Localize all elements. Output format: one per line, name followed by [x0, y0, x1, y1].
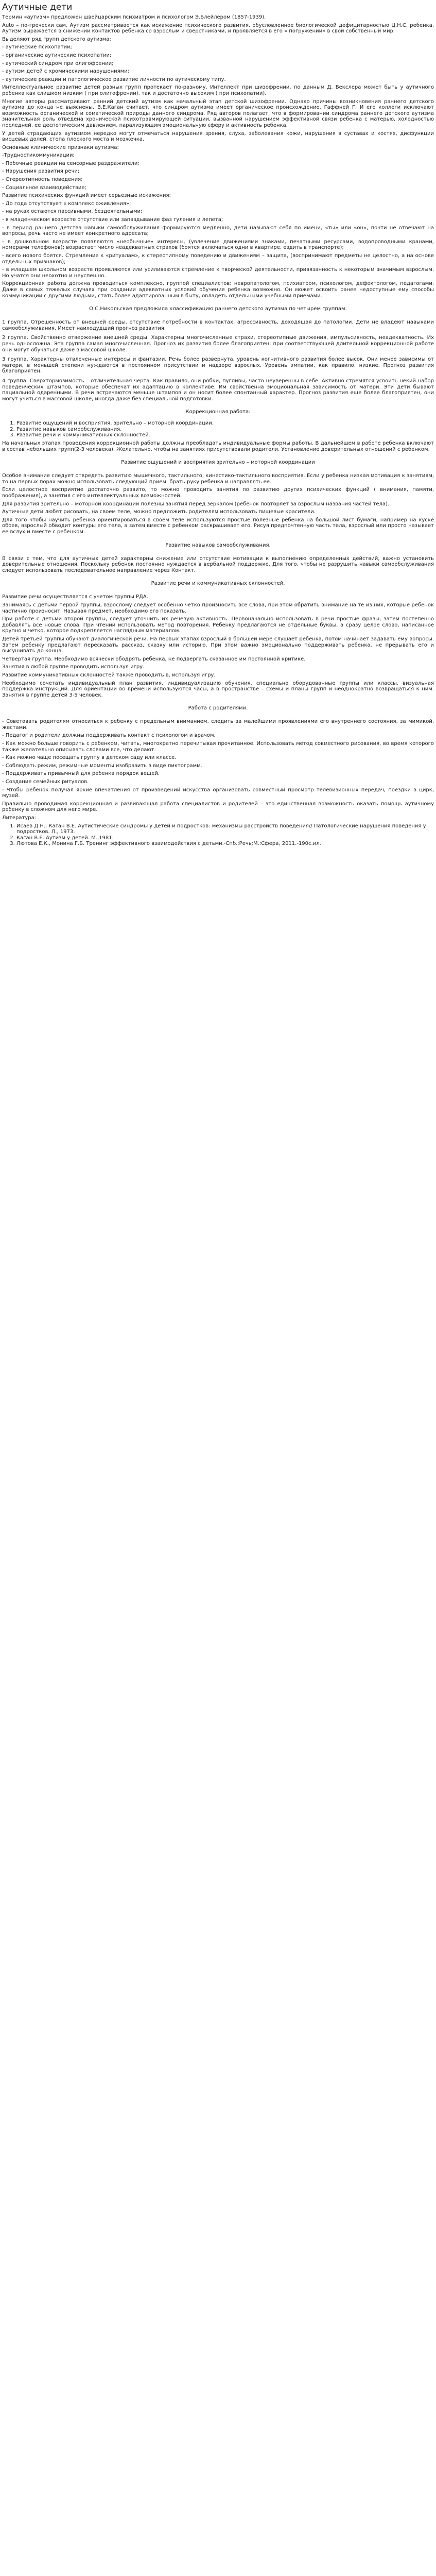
sign-item: -Трудностикоммуникации; [2, 152, 75, 159]
theories-paragraph: Многие авторы рассматривают ранний детский аутизм как начальный этап детской шизофрении. Однако причины возникновения раннего детского аутизма до конца не выяснены. В.Е.Каган считает, что синдром аутизма имеет органическое происхождение. Гаффней Г. И его коллеги исключают возможность органической и соматической природы данного синдрома. Ряд авторов полагает, что в формировании синдрома раннего детского аутизма значительная роль отведена хронической психотравмирующей ситуации, вызванной нарушением эффективной связи ребенка с матерью, холодностью последней, ее деспотическим давлением, парализующим эмоциональную сферу и активность ребенка. [2, 98, 434, 128]
speech-paragraph: Детей третьей группы обучают диалогической речи. На первых этапах взрослый в большей мере слушает ребенка, потом начинает задавать ему вопросы. Затем ребенку предлагают пересказать рассказ, сказку или историю. При этом важно эмоционально поддерживать ребенка, не прерывать его и высушивать до конца. [2, 636, 434, 654]
intro-paragraph-2: Auto – по-гречески сам. Аутизм рассматривается как искажение психического развития, обусловленное биологической дефицитарностью Ц.Н.С. ребенка. Аутизм выражается в снижении контактов ребенка со взрослым и сверстниками, и проявляется в его « погружении» в свой собственный мир. [2, 22, 434, 35]
sign-item: - Стереотипность поведения; [2, 177, 83, 183]
parents-item: - Поддерживать привычный для ребенка порядок вещей. [2, 771, 160, 777]
speech-paragraph: Развитие речи осуществляется с учетом группы РДА. [2, 594, 148, 600]
group-description: 4 группа. Сверхтормозимость – отличительная черта. Как правило, они робки, пугливы, часто неуверенны в себе. Активно стремятся усвоить некий набор поведенческих штампов, которые обеспечат их адаптацию в коллективе. Им свойственна эмоциональная зависимость от матери. Эти дети бывают пациальной одаренными. В речи встречаются меньше штампов и он носит более спонтанный характер. Прогноз развития еще более благоприятен, они могут учиться в массовой школе, иногда даже без специальной подготовки. [2, 378, 434, 402]
conclusion-paragraph: Правильно проводимая коррекционная и развивающая работа специалистов и родителей – это единственная возможность оказать помощь аутичному ребенку в сложном для него мире. [2, 801, 434, 813]
perception-heading: Развитие ощущений и восприятия зрительно – моторной координации [121, 460, 315, 466]
intro-paragraph-1: Термин «аутизм» предложен швейцарским психиатром и психологом Э.Блейлером (1857-1939). [2, 14, 266, 20]
parents-item: - Как можно чаще посещать группу в детском саду или классе. [2, 755, 177, 761]
speech-paragraph: Четвертая группа. Необходимо всячески ободрять ребенка, не подвергать сказанное им постоянной критике. [2, 656, 306, 662]
drawing-paragraph: Аутичные дети любят рисовать, на своем теле, можно предложить родителям использовать пищевые красители. [2, 509, 316, 515]
drawing-paragraph-2: Для того чтобы научить ребенка ориентироваться в своем теле используются простые полезные ребенка на большой лист бумаги, например на куске обоев, взрослый обводит контуры его тела, а затем вместе с ребенком раскрашивает его. Рисуя предпочтенную часть тела, взрослый или просто называет ее вслух и вместе с ребенком. [2, 517, 434, 535]
sign-item: - Социальное взаимодействие; [2, 184, 86, 191]
list-item: 2. Развитие навыков самообслуживания. [16, 427, 434, 433]
parents-item: - Педагог и родители должны поддерживать контакт с психологом и врачом. [2, 733, 216, 739]
list-item: 1. Развитие ощущений и восприятия, зрительно – моторной координации. [16, 420, 434, 427]
group-item: - аутические психопатии; [2, 44, 73, 50]
correction-work-heading: Коррекционная работа: [185, 409, 251, 415]
correction-paragraph: Коррекционная работа должна проводиться комплексно, группой специалистов: невропатологом, психиатром, психологом, дефектологом, педагогами. Даже в самых тяжелых случаях при создании адекватных условий обучение ребенка возможно. Он может освоить ранее недоступные ему способы коммуникации с другими людьми, стать более адаптированным в быту, овладеть отдельными учебными приемами. [2, 281, 434, 299]
signs-intro: Основные клинические признаки аутизма: [2, 144, 119, 150]
perception-paragraph: Особое внимание следует отвредять развитию мышечного, тактильного, кинестико-тактильного восприятия. Если у ребенка низкая мотивация к занятиям, то на первых порах можно использовать следующий прием: брать руку ребенка и направлять ее. [2, 473, 434, 485]
group-item: - аутический синдром при олигофрении; [2, 60, 114, 66]
group-item: - аутические реакции и патологическое развитие личности по аутическому типу. [2, 76, 226, 82]
parents-item: - Создание семейных ритуалов. [2, 779, 89, 785]
speech-heading: Развитие речи и коммуникативных склонностей. [151, 581, 285, 587]
sign-item: - Нарушения развития речи; [2, 168, 80, 175]
features-paragraph: У детей страдающих аутизмом нередко могут отмечаться нарушения зрения, слуха, заболевания кожи, нарушения в суставах и костях, дисфункции висцевых долей, стопа плоского моста и мозжечка. [2, 130, 434, 143]
mental-item: - в период раннего детства навыки самообслуживания формируются медленно, дети называют себя по имени, «ты» или «он», почти не отвечают на вопросы, речь часто не имеет конкретного адресата; [2, 225, 434, 237]
group-item: - аутизм детей с хромическими нарушениями; [2, 69, 130, 75]
literature-item: 3. Лютова Е.К., Монина Г.Б. Тренинг эффективного взаимодействия с детьми.-Спб.:Речь;М.:Сфера, 2011.-190с.ил. [16, 841, 434, 847]
mental-item: - всего нового боятся. Стремление к «ритуалам», к стереотипному поведению и движениям – защита, (воспринимают предметы не целостно, а на основе отдельных признаков); [2, 253, 434, 265]
parents-item: - Советовать родителям относиться к ребенку с предельным вниманием, следить за малейшими проявлениями его внутреннего состояния, за мимикой, жестами. [2, 719, 434, 731]
group-description: 2 группа. Свойственно отвержение внешней среды. Характерны многочисленные страхи, стереотипные движения, импульсивность, неадекватность. Их речь односложна. Эта группа самая многочисленная. Прогноз их развития более благоприятен: при соответствующей длительной коррекционной работе они могут обучаться даже в массовой школе. [2, 335, 434, 353]
group-item: - органические аутические психопатии; [2, 52, 112, 58]
groups-intro: Выделяют ряд групп детского аутизма: [2, 36, 111, 42]
document-title: Аутичные дети [2, 2, 73, 12]
list-item: 3. Развитие речи и коммуникативных склонностей. [16, 432, 434, 438]
parents-item: - Чтобы ребенок получал яркие впечатления от произведений искусства организовать совместный просмотр телевизионных передач, поездки в цирк, музей. [2, 787, 434, 799]
mental-item: - на руках остаются пассивными, бездеятельными; [2, 209, 143, 215]
mental-intro: Развитие психических функций имеет серьезные искажения: [2, 193, 171, 199]
perception-paragraph-2: Если целостное восприятие достаточно развито, то можно проводить занятия по развитию других психических функций ( внимания, памяти, воображения), а занятия с его интеллектуальных возможностей. [2, 487, 434, 499]
intellect-paragraph: Интеллектуальное развитие детей разных групп протекает по-разному. Интеллект при шизофрении, по данным Д. Векслера может быть у аутичного ребенка как слишком низким ( при олигофрении), так и достаточно высоким ( при психопатии). [2, 84, 434, 96]
group-description: 1 группа. Отрешенность от внешней среды, отсутствие потребности в контактах, агрессивность, доходящая до патологии. Дети не владеют навыками самообслуживания. Имеет наиходудший прогноз развития. [2, 319, 434, 331]
parents-heading: Работа с родителями. [188, 705, 248, 711]
literature-list [2, 823, 434, 847]
parents-item: - Соблюдать режим, режимные моменты изобразить в виде пиктограмм. [2, 762, 202, 769]
literature-item: 2. Каган В.Е. Аутизм у детей. М.,1981. [16, 835, 434, 841]
speech-paragraph: Занимаясь с детьми первой группы, взрослому следует особенно четко произносить все слова, при этом обратить внимание на те из них, которые ребенок частично произносит. Называя предмет, необходимо его показать. [2, 602, 434, 614]
mental-item: - До года отсутствует « комплекс оживления»; [2, 200, 131, 207]
speech-paragraph: Развитие коммуникативных склонностей также проводить в, используя игру. [2, 672, 216, 678]
speech-paragraph: Необходимо сочетать индивидуальный план развития, индивидуализацию обучения, специально оборудованные группы или классы, визуальная поддержка инструкций. Для ориентации во времени используются часы, а в пространстве – схемы и планы групп и неоднократно возвращаться к ним. Занятия в группе детей 3-5 человек. [2, 680, 434, 698]
correction-directions-list [2, 420, 434, 438]
mental-item: - в младшем школьном возрасте проявляются или усиливаются стремление к творческой деятельности, привязанность к некоторым значимым взрослым. Но учатся они неохотно и неуспешно. [2, 267, 434, 279]
selfservice-paragraph: В связи с тем, что для аутичных детей характерны снижение или отсутствие мотивации к выполнению определенных действий, важно установить доверительные отношения. Поскольку ребенок постоянно нуждается в вербальной поддержке. Для того, чтобы не разрушить навыки самообслуживания следует использовать последовательное направление через Контакт. [2, 555, 434, 573]
mental-item: - в дошкольном возрасте появляются «необычные» интересы, (увлечение движениями знаками, печатными ресурсами, водопроводными кранами, номерами телефонов); возрастает число неадекватных страхов (боятся включаться одни в квартире, ездить в транспорте); [2, 239, 434, 251]
literature-heading: Литература: [2, 815, 37, 821]
sign-item: - Побочные реакции на сенсорные раздражители; [2, 160, 139, 166]
speech-paragraph: Занятия в любой группе проводить используя игру. [2, 664, 145, 670]
selfservice-heading: Развитие навыков самообслуживания. [165, 542, 271, 548]
mental-item: - в младенческом возрасте отсутствие или запаздывание фаз гуления и лепета; [2, 217, 223, 223]
classification-heading: О.С.Никольская предложила классификацию раннего детского аутизма по четырем группам: [89, 306, 347, 312]
coordination-paragraph: Для развития зрительно – моторной координации полезны занятия перед зеркалом (ребенок повторяет за взрослым названия частей тела). [2, 501, 390, 507]
literature-item: 1. Исаев Д.Н., Каган В.Е. Аутистические синдромы у детей и подростков: механизмы расстройств поведения// Патологические нарушения поведения у подростков. Л., 1973. [16, 823, 434, 835]
parents-item: - Как можно больше говорить с ребенком, читать, многократно перечитывая прочитанное. Использовать метод совместного рисования, во время которого также желательно описывать словами все, что делают. [2, 741, 434, 753]
group-description: 3 группа. Характерны отвлеченные интересы и фантазии. Речь более развернута, уровень когнитивного развития более высок. Они менее зависимы от матери, в меньшей степени нуждаются в постоянном присутствии и надзоре взрослых. Уровень эмпатии, как правило, низкие. Прогноз развития благоприятен. [2, 357, 434, 375]
stages-paragraph: На начальных этапах проведения коррекционной работы должны преобладать индивидуальные формы работы. В дальнейшем в работе ребенка включают в состав небольших групп(2-3 человека). Желательно, чтобы на занятиях присутствовали родители. Установление доверительных отношений с ребенком. [2, 440, 434, 452]
speech-paragraph: При работе с детьми второй группы, следует уточнить их речевую активность. Первоначально использовать в речи простые фразы, затем постепенно добавлять все новые слова. При чтении использовать метод повторения. Ребенку предлагаются не отдельные буквы, а сразу целое слово, написанное крупно и четко, которое подкрепляется наглядным материалом. [2, 616, 434, 634]
